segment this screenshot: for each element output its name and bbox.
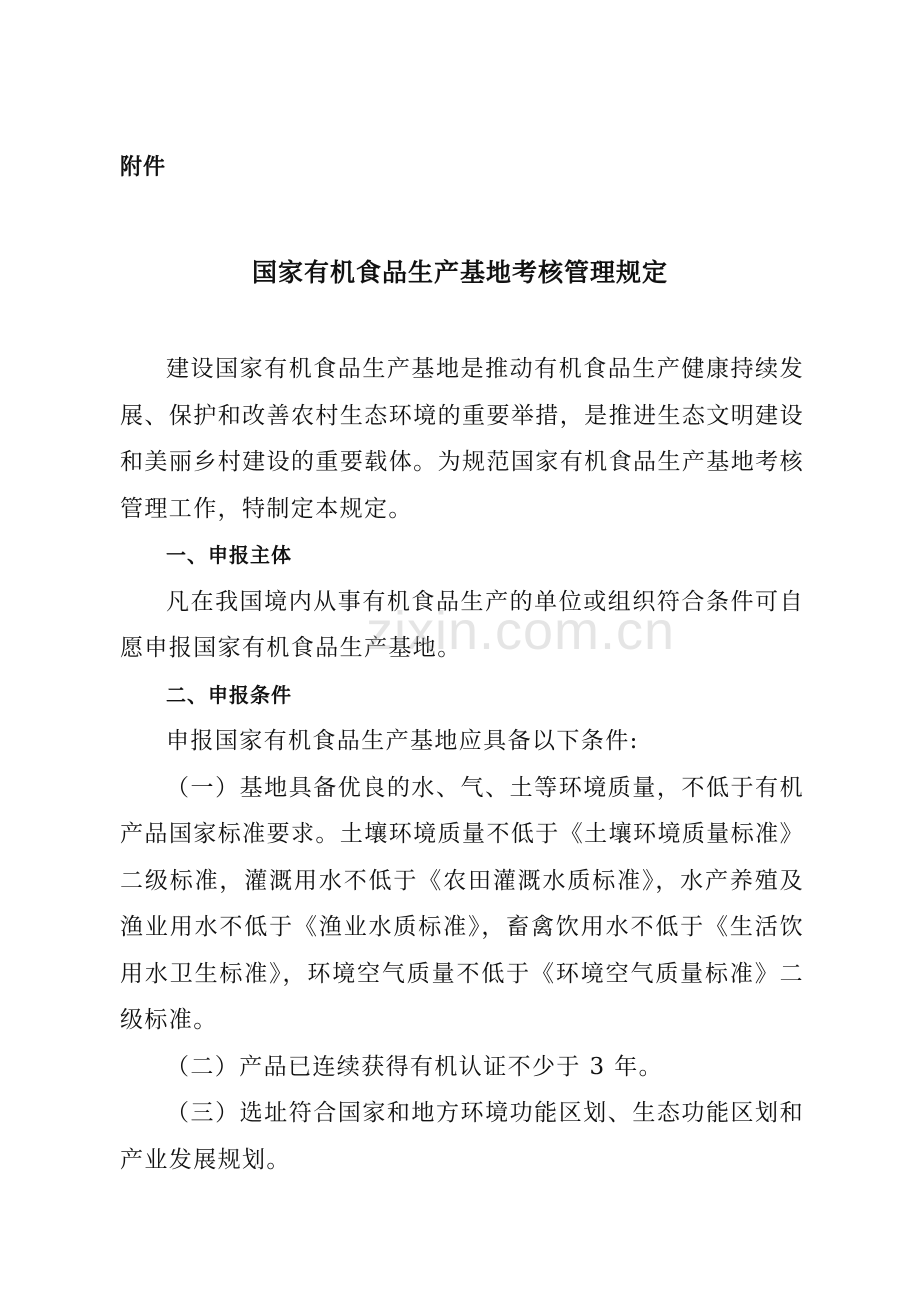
document-body — [120, 346, 804, 1183]
watermark: zixin.com.cn — [366, 601, 676, 661]
conditions-intro-paragraph: 申报国家有机食品生产基地应具备以下条件: — [166, 728, 639, 754]
section-heading-conditions: 二、申报条件 — [166, 682, 292, 707]
condition-1-paragraph: （一）基地具备优良的水、气、土等环境质量，不低于有机产品国家标准要求。土壤环境质量不低于《土壤环境质量标准》二级标准，灌溉用水不低于《农田灌溉水质标准》，水产养殖及渔业用水不低于《渔业水质标准》，畜禽饮用水不低于《生活饮用水卫生标准》，环境空气质量不低于《环境空气质量标准》二级标准。 — [120, 774, 804, 1033]
intro-paragraph: 建设国家有机食品生产基地是推动有机食品生产健康持续发展、保护和改善农村生态环境的重要举措，是推进生态文明建设和美丽乡村建设的重要载体。为规范国家有机食品生产基地考核管理工作，特制定本规定。 — [120, 356, 804, 522]
condition-3-paragraph: （三）选址符合国家和地方环境功能区划、生态功能区划和产业发展规划。 — [120, 1100, 804, 1173]
applicant-paragraph: 凡在我国境内从事有机食品生产的单位或组织符合条件可自愿申报国家有机食品生产基地。 — [120, 588, 804, 661]
condition-2-paragraph: （二）产品已连续获得有机认证不少于 3 年。 — [166, 1053, 664, 1080]
document-title: 国家有机食品生产基地考核管理规定 — [251, 258, 668, 287]
attachment-label: 附件 — [120, 155, 167, 180]
section-heading-applicant: 一、申报主体 — [166, 543, 292, 567]
